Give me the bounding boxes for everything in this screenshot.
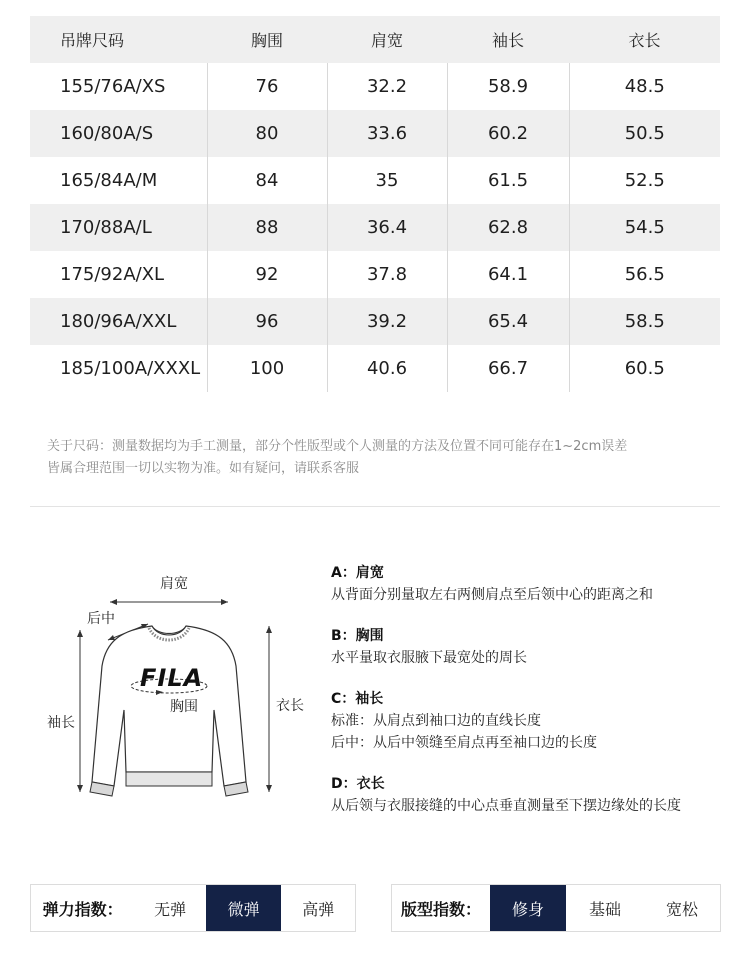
table-row	[30, 204, 720, 251]
chest-cell: 92	[207, 251, 327, 298]
shoulder-cell: 35	[327, 157, 447, 204]
chest-cell: 96	[207, 298, 327, 345]
table-row	[30, 251, 720, 298]
measurement-definitions	[331, 562, 731, 836]
table-row	[30, 298, 720, 345]
fila-logo: FILA	[140, 664, 204, 692]
size-cell: 160/80A/S	[30, 110, 207, 157]
sleeve-cell: 62.8	[447, 204, 569, 251]
chest-cell: 76	[207, 63, 327, 110]
elasticity-label: 弹力指数：	[42, 899, 123, 919]
shoulder-cell: 37.8	[327, 251, 447, 298]
sleeve-cell: 60.2	[447, 110, 569, 157]
length-cell: 56.5	[569, 251, 720, 298]
sleeve-cell: 66.7	[447, 345, 569, 392]
shoulder-cell: 40.6	[327, 345, 447, 392]
table-row	[30, 63, 720, 110]
diagram-back-center-label: 后中	[87, 611, 115, 627]
chest-cell: 88	[207, 204, 327, 251]
header-tag-size: 吊牌尺码	[30, 16, 207, 63]
fit-label: 版型指数：	[400, 899, 481, 919]
length-cell: 52.5	[569, 157, 720, 204]
definition-title: D：衣长	[331, 776, 385, 792]
size-cell: 165/84A/M	[60, 170, 158, 191]
shoulder-cell: 36.4	[327, 204, 447, 251]
length-cell: 58.5	[569, 298, 720, 345]
length-cell: 54.5	[569, 204, 720, 251]
size-table-header	[30, 16, 720, 63]
sleeve-cell: 64.1	[447, 251, 569, 298]
definition-title: A：肩宽	[331, 565, 384, 581]
size-cell: 175/92A/XL	[60, 264, 165, 285]
table-row	[30, 345, 720, 392]
section-divider	[30, 506, 720, 507]
definition-text: 标准：从肩点到袖口边的直线长度	[331, 713, 541, 729]
definition-text: 后中：从后中领缝至肩点再至袖口边的长度	[331, 735, 597, 751]
chest-cell: 84	[207, 157, 327, 204]
shoulder-cell: 39.2	[327, 298, 447, 345]
note-line: 关于尺码：测量数据均为手工测量，部分个性版型或个人测量的方法及位置不同可能存在1~2cm误差	[47, 439, 628, 454]
note-line: 皆属合理范围一切以实物为准。如有疑问，请联系客服	[47, 461, 360, 476]
elasticity-option-high: 高弹	[302, 899, 335, 919]
length-cell: 60.5	[569, 345, 720, 392]
fit-option-regular: 基础	[588, 899, 621, 919]
size-cell: 185/100A/XXXL	[60, 358, 201, 379]
sleeve-cell: 65.4	[447, 298, 569, 345]
diagram-sleeve-label: 袖长	[47, 715, 75, 731]
length-cell: 48.5	[569, 63, 720, 110]
header-sleeve: 袖长	[447, 16, 569, 63]
size-cell: 155/76A/XS	[60, 76, 166, 97]
header-length: 衣长	[569, 16, 720, 63]
definition-chest	[331, 625, 731, 669]
chest-cell: 80	[207, 110, 327, 157]
elasticity-option-none: 无弹	[154, 899, 187, 919]
header-shoulder: 肩宽	[327, 16, 447, 63]
definition-text: 从后领与衣服接缝的中心点垂直测量至下摆边缘处的长度	[331, 798, 681, 814]
shoulder-cell: 33.6	[327, 110, 447, 157]
definition-length	[331, 773, 731, 817]
definition-text: 水平量取衣服腋下最宽处的周长	[331, 650, 527, 666]
measurement-diagram	[40, 560, 320, 820]
size-cell: 180/96A/XXL	[30, 298, 207, 345]
elasticity-option-slight: 微弹	[206, 885, 282, 931]
measurement-note	[47, 436, 737, 480]
table-row	[30, 157, 720, 204]
chest-cell: 100	[207, 345, 327, 392]
fit-option-slim: 修身	[490, 885, 566, 931]
sleeve-cell: 58.9	[447, 63, 569, 110]
elasticity-index-bar	[30, 884, 356, 932]
size-cell: 170/88A/L	[30, 204, 207, 251]
definition-text: 从背面分别量取左右两侧肩点至后领中心的距离之和	[331, 587, 653, 603]
definition-title: B：胸围	[331, 628, 384, 644]
header-chest: 胸围	[207, 16, 327, 63]
size-table	[30, 16, 720, 392]
diagram-chest-label: 胸围	[170, 699, 198, 715]
table-row	[30, 110, 720, 157]
sleeve-cell: 61.5	[447, 157, 569, 204]
shoulder-cell: 32.2	[327, 63, 447, 110]
diagram-length-label: 衣长	[276, 698, 304, 714]
definition-shoulder	[331, 562, 731, 606]
definition-sleeve	[331, 688, 731, 754]
diagram-shoulder-label: 肩宽	[160, 576, 188, 592]
fit-index-bar	[391, 884, 721, 932]
length-cell: 50.5	[569, 110, 720, 157]
fit-option-loose: 宽松	[665, 899, 698, 919]
definition-title: C：袖长	[331, 691, 384, 707]
